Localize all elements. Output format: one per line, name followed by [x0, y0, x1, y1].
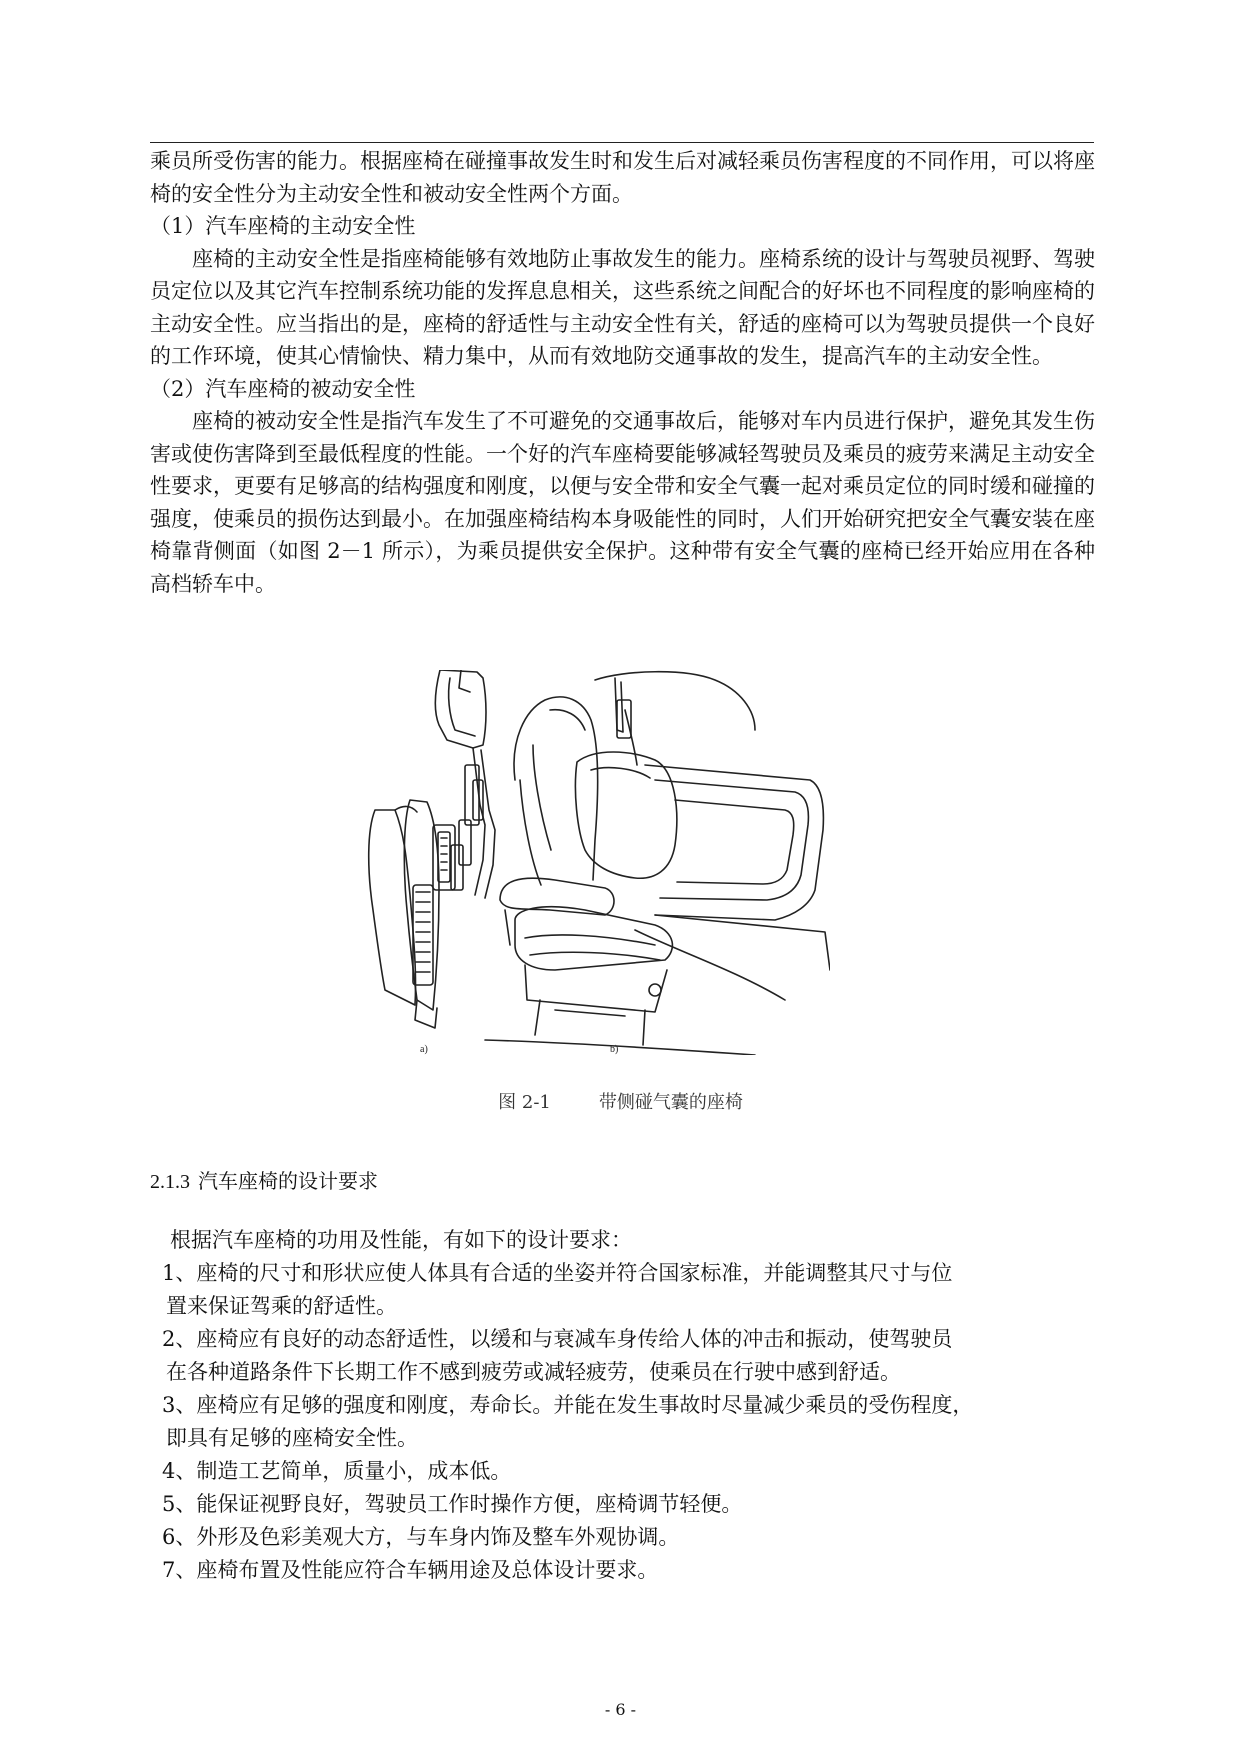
requirement-item-continuation: 即具有足够的座椅安全性。 [166, 1426, 418, 1450]
requirement-item-line: 7、座椅布置及性能应符合车辆用途及总体设计要求。 [162, 1558, 659, 1582]
requirement-item-line: 3、座椅应有足够的强度和刚度，寿命长。并能在发生事故时尽量减少乘员的受伤程度， [162, 1393, 974, 1417]
paragraph-passive-safety: 座椅的被动安全性是指汽车发生了不可避免的交通事故后，能够对车内员进行保护，避免其发生伤害或使伤害降到至最低程度的性能。一个好的汽车座椅要能够减轻驾驶员及乘员的疲劳来满足主动安全性要求，更要有足够高的结构强度和刚度，以便与安全带和安全气囊一起对乘员定位的同时缓和碰撞的强度，使乘员的损伤达到最小。在加强座椅结构本身吸能性的同时，人们开始研究把安全气囊安装在座椅靠背侧面（如图 2－1 所示），为乘员提供安全保护。这种带有安全气囊的座椅已经开始应用在各种高档轿车中。 [150, 409, 1095, 596]
figure-caption-number: 图 2-1 [498, 1092, 551, 1113]
requirement-item [160, 1257, 1090, 1323]
requirement-item-continuation: 置来保证驾乘的舒适性。 [166, 1294, 397, 1318]
requirement-item-line: 2、座椅应有良好的动态舒适性，以缓和与衰减车身传给人体的冲击和振动，使驾驶员 [162, 1327, 953, 1351]
figure-label-b: b) [610, 1044, 619, 1055]
requirements-intro: 根据汽车座椅的功用及性能，有如下的设计要求： [170, 1228, 632, 1252]
requirement-item [160, 1554, 1090, 1587]
requirement-item-line: 6、外形及色彩美观大方，与车身内饰及整车外观协调。 [162, 1525, 680, 1549]
requirement-item-continuation: 在各种道路条件下长期工作不感到疲劳或减轻疲劳，使乘员在行驶中感到舒适。 [166, 1360, 901, 1384]
section-title: 汽车座椅的设计要求 [198, 1171, 378, 1193]
figure-label-a: a) [420, 1044, 428, 1055]
section-number: 2.1.3 [150, 1171, 190, 1193]
requirement-item-line: 5、能保证视野良好，驾驶员工作时操作方便，座椅调节轻便。 [162, 1492, 743, 1516]
figure-caption-text: 带侧碰气囊的座椅 [598, 1092, 743, 1113]
requirement-item-line: 4、制造工艺简单，质量小，成本低。 [162, 1459, 512, 1483]
body-text [150, 145, 1095, 600]
page-number: - 6 - [604, 1700, 637, 1719]
requirement-item [160, 1488, 1090, 1521]
requirements-list [160, 1224, 1090, 1587]
section-heading [150, 1165, 378, 1194]
header-rule [150, 142, 1094, 143]
requirement-item [160, 1521, 1090, 1554]
requirement-item [160, 1323, 1090, 1389]
paragraph-continuation: 乘员所受伤害的能力。根据座椅在碰撞事故发生时和发生后对减轻乘员伤害程度的不同作用，可以将座椅的安全性分为主动安全性和被动安全性两个方面。 [150, 149, 1095, 206]
requirement-item-line: 1、座椅的尺寸和形状应使人体具有合适的坐姿并符合国家标准，并能调整其尺寸与位 [162, 1261, 953, 1285]
figure-caption [0, 1088, 1241, 1114]
seat-airbag-illustration [355, 670, 830, 1055]
paragraph-active-safety: 座椅的主动安全性是指座椅能够有效地防止事故发生的能力。座椅系统的设计与驾驶员视野、驾驶员定位以及其它汽车控制系统功能的发挥息息相关，这些系统之间配合的好坏也不同程度的影响座椅的主动安全性。应当指出的是，座椅的舒适性与主动安全性有关，舒适的座椅可以为驾驶员提供一个良好的工作环境，使其心情愉快、精力集中，从而有效地防交通事故的发生，提高汽车的主动安全性。 [150, 246, 1095, 368]
figure-seat-airbag [355, 670, 830, 1055]
subheading-passive-safety: （2）汽车座椅的被动安全性 [150, 376, 416, 401]
requirement-item [160, 1455, 1090, 1488]
requirement-item [160, 1389, 1090, 1455]
subheading-active-safety: （1）汽车座椅的主动安全性 [150, 214, 416, 238]
